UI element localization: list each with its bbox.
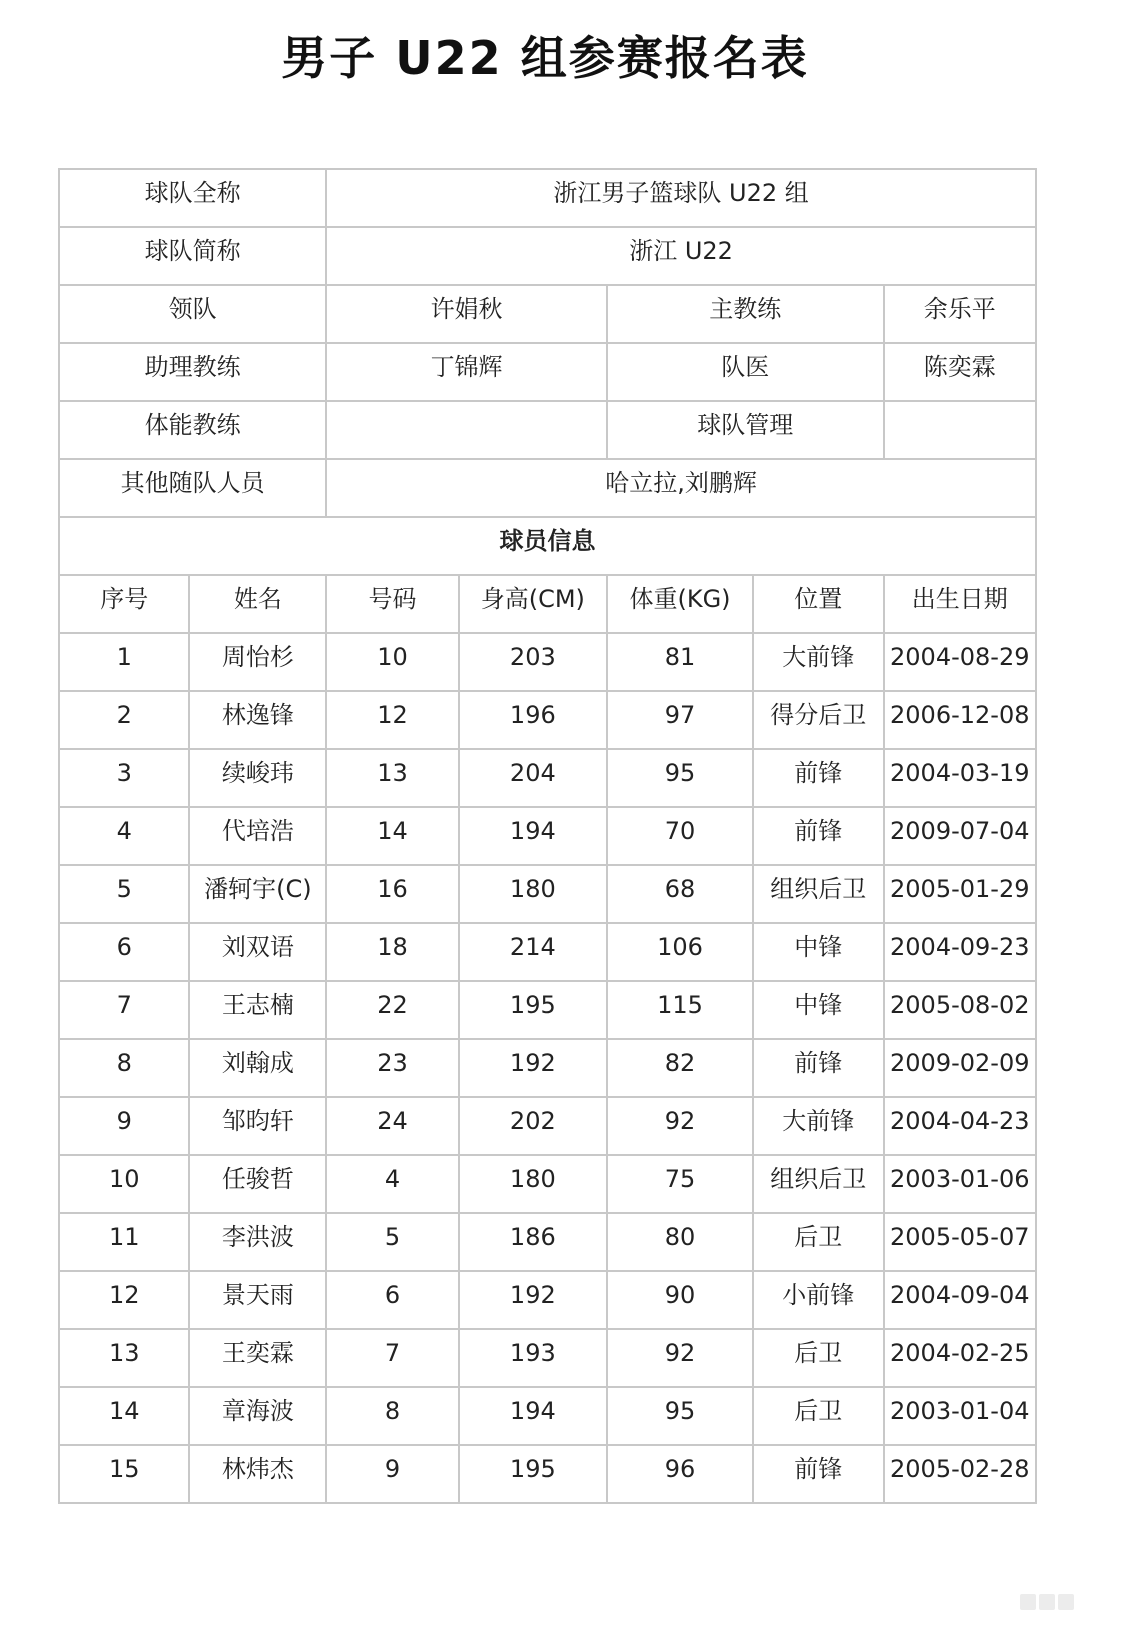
player-cell: 中锋 <box>753 981 883 1039</box>
player-cell: 2005-08-02 <box>884 981 1036 1039</box>
player-row <box>59 633 1036 691</box>
player-row <box>59 1213 1036 1271</box>
registration-form-table <box>58 168 1037 1504</box>
player-row <box>59 691 1036 749</box>
player-cell: 续峻玮 <box>189 749 326 807</box>
player-cell: 中锋 <box>753 923 883 981</box>
player-cell: 80 <box>607 1213 753 1271</box>
player-cell: 9 <box>59 1097 189 1155</box>
player-cell: 刘双语 <box>189 923 326 981</box>
player-cell: 96 <box>607 1445 753 1503</box>
player-row <box>59 1387 1036 1445</box>
doctor-value: 陈奕霖 <box>884 343 1036 401</box>
short-name-value: 浙江 U22 <box>326 227 1036 285</box>
player-cell: 章海波 <box>189 1387 326 1445</box>
player-cell: 192 <box>459 1271 607 1329</box>
player-cell: 195 <box>459 1445 607 1503</box>
fitness-coach-value <box>326 401 607 459</box>
player-cell: 10 <box>59 1155 189 1213</box>
player-cell: 2004-02-25 <box>884 1329 1036 1387</box>
player-cell: 2003-01-04 <box>884 1387 1036 1445</box>
player-cell: 组织后卫 <box>753 865 883 923</box>
player-cell: 大前锋 <box>753 633 883 691</box>
page-title: 男子 U22 组参赛报名表 <box>281 31 809 85</box>
player-cell: 邹昀轩 <box>189 1097 326 1155</box>
fitness-coach-label: 体能教练 <box>59 401 326 459</box>
player-cell: 16 <box>326 865 459 923</box>
player-cell: 92 <box>607 1097 753 1155</box>
column-header: 号码 <box>326 575 459 633</box>
player-cell: 196 <box>459 691 607 749</box>
player-cell: 周怡杉 <box>189 633 326 691</box>
player-cell: 24 <box>326 1097 459 1155</box>
player-cell: 204 <box>459 749 607 807</box>
row-fitness-manager <box>59 401 1036 459</box>
player-cell: 组织后卫 <box>753 1155 883 1213</box>
player-cell: 2005-05-07 <box>884 1213 1036 1271</box>
player-cell: 前锋 <box>753 1039 883 1097</box>
player-cell: 林炜杰 <box>189 1445 326 1503</box>
player-cell: 刘翰成 <box>189 1039 326 1097</box>
player-cell: 11 <box>59 1213 189 1271</box>
player-cell: 95 <box>607 749 753 807</box>
player-cell: 194 <box>459 807 607 865</box>
doctor-label: 队医 <box>607 343 884 401</box>
player-cell: 王志楠 <box>189 981 326 1039</box>
player-cell: 2003-01-06 <box>884 1155 1036 1213</box>
player-cell: 68 <box>607 865 753 923</box>
player-cell: 75 <box>607 1155 753 1213</box>
player-cell: 2005-01-29 <box>884 865 1036 923</box>
player-cell: 70 <box>607 807 753 865</box>
player-cell: 2004-09-04 <box>884 1271 1036 1329</box>
full-name-value: 浙江男子篮球队 U22 组 <box>326 169 1036 227</box>
player-cell: 15 <box>59 1445 189 1503</box>
player-cell: 林逸锋 <box>189 691 326 749</box>
player-cell: 97 <box>607 691 753 749</box>
player-cell: 180 <box>459 865 607 923</box>
player-cell: 2004-04-23 <box>884 1097 1036 1155</box>
player-row <box>59 1271 1036 1329</box>
assistant-coach-label: 助理教练 <box>59 343 326 401</box>
player-cell: 2006-12-08 <box>884 691 1036 749</box>
player-cell: 前锋 <box>753 807 883 865</box>
assistant-coach-value: 丁锦辉 <box>326 343 607 401</box>
players-section-title: 球员信息 <box>59 517 1036 575</box>
player-cell: 王奕霖 <box>189 1329 326 1387</box>
player-cell: 5 <box>326 1213 459 1271</box>
player-cell: 后卫 <box>753 1213 883 1271</box>
row-players-section <box>59 517 1036 575</box>
player-cell: 代培浩 <box>189 807 326 865</box>
player-row <box>59 807 1036 865</box>
player-cell: 前锋 <box>753 749 883 807</box>
head-coach-value: 余乐平 <box>884 285 1036 343</box>
row-other-staff <box>59 459 1036 517</box>
row-assistant-doctor <box>59 343 1036 401</box>
row-leader-coach <box>59 285 1036 343</box>
player-row <box>59 1155 1036 1213</box>
player-row <box>59 923 1036 981</box>
column-header: 体重(KG) <box>607 575 753 633</box>
player-row <box>59 1039 1036 1097</box>
column-header: 身高(CM) <box>459 575 607 633</box>
column-header: 位置 <box>753 575 883 633</box>
player-cell: 9 <box>326 1445 459 1503</box>
player-cell: 后卫 <box>753 1329 883 1387</box>
player-cell: 193 <box>459 1329 607 1387</box>
player-cell: 8 <box>59 1039 189 1097</box>
player-cell: 214 <box>459 923 607 981</box>
player-cell: 95 <box>607 1387 753 1445</box>
player-cell: 李洪波 <box>189 1213 326 1271</box>
player-cell: 5 <box>59 865 189 923</box>
other-staff-label: 其他随队人员 <box>59 459 326 517</box>
player-cell: 195 <box>459 981 607 1039</box>
player-cell: 92 <box>607 1329 753 1387</box>
short-name-label: 球队简称 <box>59 227 326 285</box>
player-row <box>59 981 1036 1039</box>
watermark <box>1020 1594 1090 1612</box>
player-cell: 2009-07-04 <box>884 807 1036 865</box>
player-cell: 得分后卫 <box>753 691 883 749</box>
player-cell: 14 <box>59 1387 189 1445</box>
player-cell: 2 <box>59 691 189 749</box>
column-header: 序号 <box>59 575 189 633</box>
player-cell: 194 <box>459 1387 607 1445</box>
manager-value <box>884 401 1036 459</box>
player-cell: 大前锋 <box>753 1097 883 1155</box>
player-cell: 23 <box>326 1039 459 1097</box>
player-cell: 潘轲宇(C) <box>189 865 326 923</box>
player-cell: 2004-09-23 <box>884 923 1036 981</box>
player-cell: 81 <box>607 633 753 691</box>
player-cell: 13 <box>326 749 459 807</box>
player-cell: 6 <box>59 923 189 981</box>
player-cell: 10 <box>326 633 459 691</box>
player-cell: 192 <box>459 1039 607 1097</box>
player-cell: 4 <box>326 1155 459 1213</box>
player-cell: 8 <box>326 1387 459 1445</box>
player-cell: 6 <box>326 1271 459 1329</box>
player-cell: 7 <box>326 1329 459 1387</box>
player-cell: 202 <box>459 1097 607 1155</box>
player-cell: 186 <box>459 1213 607 1271</box>
player-cell: 14 <box>326 807 459 865</box>
player-cell: 景天雨 <box>189 1271 326 1329</box>
player-cell: 7 <box>59 981 189 1039</box>
player-cell: 22 <box>326 981 459 1039</box>
player-row <box>59 749 1036 807</box>
player-rows <box>59 633 1036 1503</box>
player-row <box>59 1097 1036 1155</box>
player-cell: 3 <box>59 749 189 807</box>
column-header: 姓名 <box>189 575 326 633</box>
other-staff-value: 哈立拉,刘鹏辉 <box>326 459 1036 517</box>
row-team-short-name <box>59 227 1036 285</box>
leader-value: 许娟秋 <box>326 285 607 343</box>
player-cell: 13 <box>59 1329 189 1387</box>
row-team-full-name <box>59 169 1036 227</box>
player-row <box>59 865 1036 923</box>
manager-label: 球队管理 <box>607 401 884 459</box>
player-cell: 任骏哲 <box>189 1155 326 1213</box>
player-cell: 后卫 <box>753 1387 883 1445</box>
player-cell: 106 <box>607 923 753 981</box>
player-cell: 小前锋 <box>753 1271 883 1329</box>
player-cell: 12 <box>59 1271 189 1329</box>
player-cell: 203 <box>459 633 607 691</box>
full-name-label: 球队全称 <box>59 169 326 227</box>
player-cell: 115 <box>607 981 753 1039</box>
player-cell: 1 <box>59 633 189 691</box>
player-row <box>59 1329 1036 1387</box>
player-cell: 2005-02-28 <box>884 1445 1036 1503</box>
player-cell: 2004-08-29 <box>884 633 1036 691</box>
player-cell: 18 <box>326 923 459 981</box>
player-row <box>59 1445 1036 1503</box>
player-cell: 180 <box>459 1155 607 1213</box>
head-coach-label: 主教练 <box>607 285 884 343</box>
player-cell: 2004-03-19 <box>884 749 1036 807</box>
player-cell: 82 <box>607 1039 753 1097</box>
player-cell: 4 <box>59 807 189 865</box>
leader-label: 领队 <box>59 285 326 343</box>
player-cell: 2009-02-09 <box>884 1039 1036 1097</box>
player-cell: 12 <box>326 691 459 749</box>
players-header-row <box>59 575 1036 633</box>
player-cell: 90 <box>607 1271 753 1329</box>
player-cell: 前锋 <box>753 1445 883 1503</box>
column-header: 出生日期 <box>884 575 1036 633</box>
